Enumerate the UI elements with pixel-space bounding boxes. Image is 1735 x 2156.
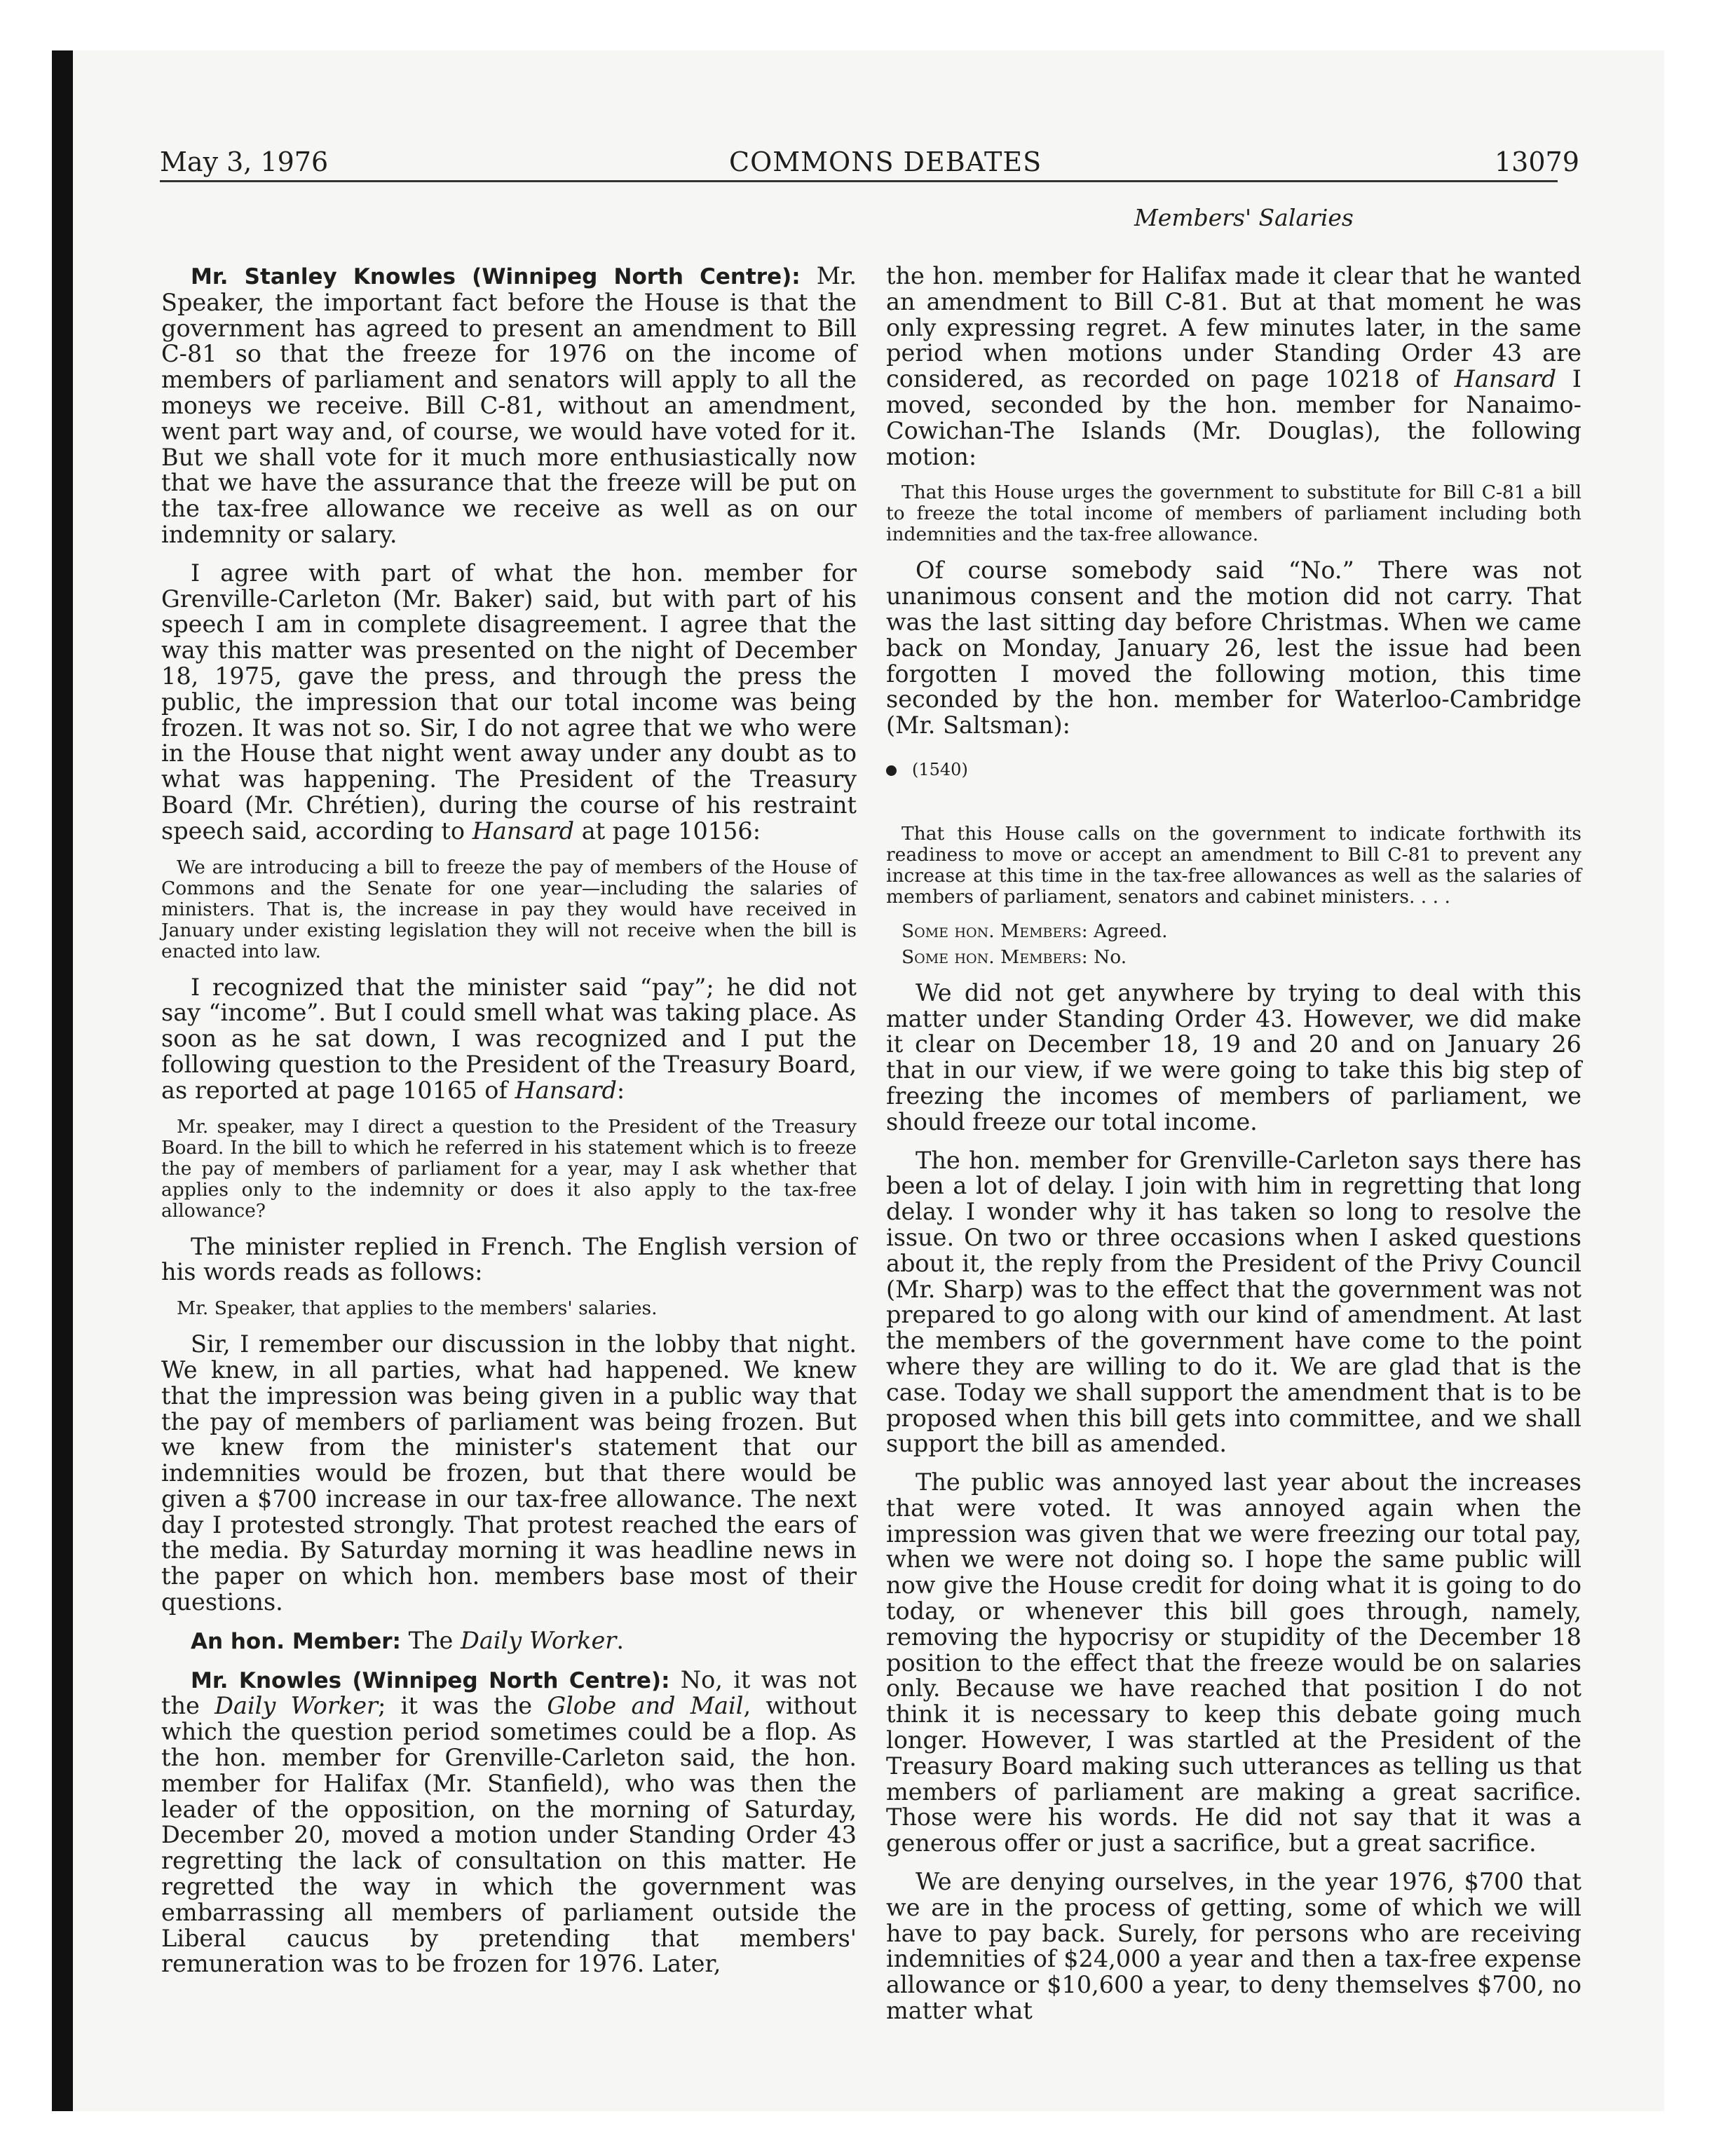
speaker-name: Mr. Knowles (Winnipeg North Centre): bbox=[191, 1667, 670, 1693]
paragraph: Sir, I remember our discussion in the lobby that night. We knew, in all parties, what had happened. We knew that the impression was being given in a public way that the pay of members of parliament was being frozen. But we knew from the minister's statement that our indemnities would be frozen, but that there would be given a $700 increase in our tax-free allowance. The next day I protested strongly. That protest reached the ears of the media. By Saturday morning it was headline news in the paper on which hon. members base most of their questions. bbox=[161, 1330, 857, 1616]
running-head: Members' Salaries bbox=[1134, 204, 1354, 231]
header-rule bbox=[160, 180, 1558, 182]
italic-text: Hansard bbox=[515, 1076, 617, 1104]
paragraph-text: The bbox=[400, 1626, 461, 1654]
paragraph bbox=[161, 1667, 857, 1978]
block-quote: That this House calls on the government to indicate forthwith its readiness to move or accept an amendment to Bill C-81 to prevent any increase at this time in the tax-free allowances as well as the salaries of members of parliament, senators and cabinet ministers. . . . bbox=[886, 822, 1581, 908]
paragraph: The minister replied in French. The English version of his words reads as follows: bbox=[161, 1232, 857, 1286]
speaker-name: An hon. Member: bbox=[191, 1628, 401, 1654]
left-column bbox=[161, 264, 857, 1990]
paragraph bbox=[161, 264, 857, 548]
members-reply bbox=[886, 946, 1581, 968]
bullet-dot-icon bbox=[886, 765, 897, 776]
paragraph bbox=[161, 975, 857, 1104]
time-marker bbox=[886, 757, 1581, 783]
paragraph-text: ; it was the bbox=[378, 1692, 547, 1720]
header-page-number: 13079 bbox=[1495, 146, 1579, 177]
paragraph: We did not get anywhere by trying to deal with this matter under Standing Order 43. However, we did make it clear on December 18, 19 and 20 and on January 26 that in our view, if we were going to take this big step of freezing the incomes of members of parliament, we should freeze our total income. bbox=[886, 978, 1581, 1135]
paragraph-text: : bbox=[616, 1076, 625, 1104]
time-marker-text: (1540) bbox=[912, 759, 968, 779]
header-title: COMMONS DEBATES bbox=[729, 146, 1042, 177]
paragraph-text: No, it was not the bbox=[161, 1665, 857, 1720]
paragraph bbox=[886, 264, 1581, 470]
reply-text: Agreed. bbox=[1087, 920, 1168, 942]
block-quote: Mr. speaker, may I direct a question to the President of the Treasury Board. In the bill to which he referred in his statement which is to freeze the pay of members of parliament for a year, may I ask whether that applies only to the indemnity or does it also apply to the tax-free allowance? bbox=[161, 1115, 857, 1222]
header-date: May 3, 1976 bbox=[160, 146, 329, 177]
paragraph-text: I moved, seconded by the hon. member for Nanaimo-Cowichan-The Islands (Mr. Douglas), the following motion: bbox=[886, 365, 1581, 470]
right-column bbox=[886, 264, 1581, 2037]
speaker-name: Mr. Stanley Knowles (Winnipeg North Centre): bbox=[191, 264, 801, 289]
paragraph-text: I agree with part of what the hon. member for Grenville-Carleton (Mr. Baker) said, but with part of his speech I am in complete disagreement. I agree that the way this matter was presented on the night of December 18, 1975, gave the press, and through the press the public, the impression that our total income was being frozen. It was not so. Sir, I do not agree that we who were in the House that night went away under any doubt as to what was happening. The President of the Treasury Board (Mr. Chrétien), during the course of his restraint speech said, according to bbox=[161, 559, 857, 845]
speaker-name: Some hon. Members: bbox=[901, 946, 1088, 968]
paragraph-text: the hon. member for Halifax made it clear that he wanted an amendment to Bill C-81. But at that moment he was only expressing regret. A few minutes later, in the same period when motions under Standing Order 43 are considered, as recorded on page 10218 of bbox=[886, 262, 1581, 393]
paragraph: The public was annoyed last year about the increases that were voted. It was annoyed again when the impression was given that we were freezing our total pay, when we were not doing so. I hope the same public will now give the House credit for doing what it is going to do today, or whenever this bill goes through, namely, removing the hypocrisy or stupidity of the December 18 position to the effect that the freeze would be on salaries only. Because we have reached that position I do not think it is necessary to keep this debate going much longer. However, I was startled at the President of the Treasury Board making such utterances as telling us that members of parliament are making a great sacrifice. Those were his words. He did not say that it was a generous offer or just a sacrifice, but a great sacrifice. bbox=[886, 1468, 1581, 1857]
block-quote: We are introducing a bill to freeze the pay of members of the House of Commons and the Senate for one year—including the salaries of ministers. That is, the increase in pay they would have received in January under existing legislation they will not receive when the bill is enacted into law. bbox=[161, 856, 857, 962]
paragraph: Of course somebody said “No.” There was not unanimous consent and the motion did not carry. That was the last sitting day before Christmas. When we came back on Monday, January 26, lest the issue had been forgotten I moved the following motion, this time seconded by the hon. member for Waterloo-Cambridge (Mr. Saltsman): bbox=[886, 557, 1581, 739]
paragraph-text: . bbox=[616, 1626, 624, 1654]
italic-text: Daily Worker bbox=[215, 1692, 379, 1720]
paragraph-text: Mr. Speaker, the important fact before the House is that the government has agreed to present an amendment to Bill C-81 so that the freeze for 1976 on the income of members of parliament and senators will apply to all the moneys we receive. Bill C-81, without an amendment, went part way and, of course, we would have voted for it. But we shall vote for it much more enthusiastically now that we have the assurance that the freeze will be put on the tax-free allowance we receive as well as on our indemnity or salary. bbox=[161, 262, 857, 548]
paragraph-text: , without which the question period sometimes could be a flop. As the hon. member for Grenville-Carleton said, the hon. member for Halifax (Mr. Stanfield), who was then the leader of the opposition, on the morning of Saturday, December 20, moved a motion under Standing Order 43 regretting the lack of consultation on this matter. He regretted the way in which the government was embarrassing all members of parliament outside the Liberal caucus by pretending that members' remuneration was to be frozen for 1976. Later, bbox=[161, 1692, 857, 1978]
block-quote: That this House urges the government to substitute for Bill C-81 a bill to freeze the total income of members of parliament including both indemnities and the tax-free allowance. bbox=[886, 482, 1581, 546]
italic-text: Hansard bbox=[1454, 365, 1557, 393]
speaker-name: Some hon. Members: bbox=[901, 920, 1088, 942]
paragraph: The hon. member for Grenville-Carleton says there has been a lot of delay. I join with him in regretting that long delay. I wonder why it has taken so long to resolve the issue. On two or three occasions when I asked questions about it, the reply from the President of the Privy Council (Mr. Sharp) was to the effect that the government was not prepared to go along with our kind of amendment. At last the members of the government have come to the point where they are willing to do it. We are glad that is the case. Today we shall support the amendment that is to be proposed when this bill gets into committee, and we shall support the bill as amended. bbox=[886, 1146, 1581, 1458]
reply-text: No. bbox=[1087, 946, 1127, 968]
scan-edge-bar bbox=[52, 50, 73, 2111]
block-quote: Mr. Speaker, that applies to the members' salaries. bbox=[177, 1297, 658, 1320]
paragraph bbox=[161, 561, 857, 845]
paragraph-text: at page 10156: bbox=[574, 817, 761, 845]
italic-text: Hansard bbox=[472, 817, 575, 845]
paragraph: We are denying ourselves, in the year 1976, $700 that we are in the process of getting, some of which we will have to pay back. Surely, for persons who are receiving indemnities of $24,000 a year and then a tax-free expense allowance or $10,600 a year, to deny themselves $700, no matter what bbox=[886, 1868, 1581, 2025]
paragraph bbox=[161, 1628, 857, 1655]
members-reply bbox=[886, 920, 1581, 942]
paragraph-text: I recognized that the minister said “pay”; he did not say “income”. But I could smell what was taking place. As soon as he sat down, I was recognized and I put the following question to the President of the Treasury Board, as reported at page 10165 of bbox=[161, 973, 857, 1104]
italic-text: Globe and Mail bbox=[547, 1692, 744, 1720]
italic-text: Daily Worker bbox=[460, 1626, 617, 1654]
